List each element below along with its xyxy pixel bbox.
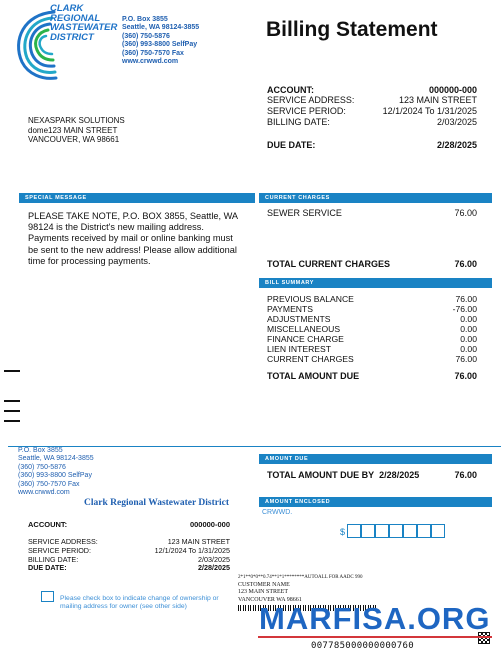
contact-fax: (360) 750-7570 Fax — [122, 49, 184, 57]
mailing-city: VANCOUVER WA 98661 — [238, 596, 302, 603]
account-value: 000000-000 — [428, 85, 477, 95]
contact-phone: (360) 750-5876 — [122, 32, 170, 40]
stub-info-label: BILLING DATE: — [28, 554, 79, 564]
customer-name: NEXASPARK SOLUTIONS — [28, 116, 125, 125]
amount-enclosed-digit[interactable] — [375, 524, 389, 538]
ownership-change-text: Please check box to indicate change of ownership or mailing address for owner (see other side) — [60, 595, 219, 610]
summary-finance-charge — [267, 334, 477, 344]
amount-enclosed-digit[interactable] — [403, 524, 417, 538]
stub-account-label: ACCOUNT: — [28, 520, 68, 529]
fold-mark — [4, 420, 20, 422]
summary-label: PAYMENTS — [267, 304, 313, 314]
summary-value: -76.00 — [452, 304, 477, 314]
service-period-label: SERVICE PERIOD: — [267, 106, 346, 116]
stub-total-due-label: TOTAL AMOUNT DUE BY — [267, 470, 375, 480]
charge-label: SEWER SERVICE — [267, 208, 342, 218]
charge-value: 76.00 — [454, 208, 477, 218]
stub-contact-block — [18, 447, 94, 497]
contact-po-box: P.O. Box 3855 — [122, 16, 168, 23]
current-charges-header: CURRENT CHARGES — [259, 193, 492, 203]
amount-enclosed-digit[interactable] — [361, 524, 375, 538]
amount-enclosed-digit[interactable] — [347, 524, 361, 538]
summary-value: 0.00 — [460, 334, 477, 344]
service-address-label: SERVICE ADDRESS: — [267, 95, 355, 105]
bill-summary-header: BILL SUMMARY — [259, 278, 492, 288]
stub-total-due-row — [267, 470, 477, 481]
summary-current-charges — [267, 354, 477, 364]
account-row — [267, 85, 477, 95]
summary-label: LIEN INTEREST — [267, 344, 331, 354]
scanline: 007785000000000760 — [311, 641, 414, 651]
amount-enclosed-header: AMOUNT ENCLOSED — [259, 497, 492, 507]
service-address-row — [267, 95, 477, 105]
summary-previous-balance — [267, 294, 477, 304]
total-current-charges-value: 76.00 — [454, 259, 477, 269]
customer-address — [28, 116, 125, 145]
amount-enclosed-digit[interactable] — [431, 524, 445, 538]
special-message-header: SPECIAL MESSAGE — [19, 193, 255, 203]
enclosed-payee: CRWWD. — [262, 509, 293, 516]
summary-value: 0.00 — [460, 324, 477, 334]
stub-account-row — [28, 520, 230, 530]
contact-selfpay: (360) 993-8800 SelfPay — [122, 41, 198, 49]
special-message-text: PLEASE TAKE NOTE, P.O. BOX 3855, Seattle, WA 98124 is the District's new mailing address. Payments received by mail or online banking must be sent to the new address! Please allow additional time for processing payments. — [28, 211, 238, 266]
page-title: Billing Statement — [266, 18, 438, 41]
stub-contact-website: www.crwwd.com — [18, 489, 70, 497]
dollar-sign-icon: $ — [340, 527, 346, 537]
total-current-charges-label: TOTAL CURRENT CHARGES — [267, 259, 391, 269]
logo-line-1: CLARK — [50, 3, 84, 14]
billing-date-value: 2/03/2025 — [436, 117, 477, 127]
district-logo — [10, 4, 122, 84]
contact-website: www.crwwd.com — [122, 58, 179, 66]
stub-info-value: 123 MAIN STREET — [167, 537, 230, 546]
summary-label: PREVIOUS BALANCE — [267, 294, 354, 304]
logo-line-2: REGIONAL — [50, 12, 101, 24]
total-amount-due-row — [267, 371, 477, 381]
mailing-street: 123 MAIN STREET — [238, 589, 288, 595]
service-period-value: 12/1/2024 To 1/31/2025 — [382, 106, 477, 116]
summary-label: ADJUSTMENTS — [267, 314, 331, 324]
account-label: ACCOUNT: — [267, 85, 314, 95]
top-contact-block — [122, 16, 199, 66]
summary-value: 76.00 — [455, 294, 477, 304]
stub-contact-fax: (360) 750-7570 Fax — [18, 480, 80, 488]
mailing-code: 2*1**0*0**0.74**1*1********AUTOALL FOR AADC 990 — [238, 575, 363, 580]
summary-value: 0.00 — [460, 314, 477, 324]
stub-info-label: SERVICE PERIOD: — [28, 545, 91, 555]
summary-label: MISCELLANEOUS — [267, 324, 341, 334]
total-current-charges-row — [267, 259, 477, 269]
stub-info-value: 2/28/2025 — [198, 563, 230, 573]
customer-street: dome123 MAIN STREET — [28, 125, 118, 135]
amount-enclosed-digit[interactable] — [417, 524, 431, 538]
total-amount-due-value: 76.00 — [454, 371, 477, 381]
watermark: MARFISA.ORG — [259, 601, 491, 636]
stub-info-value: 12/1/2024 To 1/31/2025 — [154, 545, 230, 555]
mailing-block — [238, 574, 362, 604]
bill-summary-list — [267, 294, 477, 364]
stub-total-due-date: 2/28/2025 — [379, 470, 420, 480]
amount-enclosed-digit[interactable] — [389, 524, 403, 538]
stub-contact-phone: (360) 750-5876 — [18, 463, 66, 471]
mailing-name: CUSTOMER NAME — [238, 581, 290, 588]
stub-info-label: SERVICE ADDRESS: — [28, 537, 98, 546]
customer-city: VANCOUVER, WA 98661 — [28, 135, 120, 144]
service-period-row — [267, 106, 477, 116]
logo-line-3: WASTEWATER — [50, 22, 118, 33]
billing-date-label: BILLING DATE: — [267, 117, 330, 127]
fold-mark — [4, 400, 20, 402]
watermark-underline — [258, 636, 492, 638]
total-amount-due-label: TOTAL AMOUNT DUE — [267, 371, 360, 381]
due-date-label: DUE DATE: — [267, 140, 316, 150]
amount-due-header: AMOUNT DUE — [259, 454, 492, 464]
stub-contact-city: Seattle, WA 98124-3855 — [18, 455, 94, 463]
service-address-value: 123 MAIN STREET — [398, 95, 477, 105]
stub-contact-po-box: P.O. Box 3855 — [18, 447, 63, 454]
stub-total-due-value: 76.00 — [454, 470, 477, 480]
due-date-value: 2/28/2025 — [436, 140, 477, 150]
ownership-change-checkbox[interactable] — [41, 591, 54, 602]
summary-value: 0.00 — [460, 344, 477, 354]
billing-date-row — [267, 117, 477, 127]
stub-account-value: 000000-000 — [189, 520, 230, 529]
sewer-service-row — [267, 208, 477, 218]
fold-mark — [4, 370, 20, 372]
fold-mark — [4, 410, 20, 412]
summary-value: 76.00 — [455, 354, 477, 364]
summary-lien-interest — [267, 344, 477, 354]
stub-district-name: Clark Regional Wastewater District — [84, 498, 230, 508]
summary-adjustments — [267, 314, 477, 324]
summary-label: CURRENT CHARGES — [267, 354, 354, 364]
due-date-row — [267, 140, 477, 150]
stub-info-value: 2/03/2025 — [198, 554, 230, 564]
stub-info-list — [28, 538, 230, 573]
summary-payments — [267, 304, 477, 314]
stub-info-label: DUE DATE: — [28, 563, 67, 573]
summary-label: FINANCE CHARGE — [267, 334, 344, 344]
logo-line-4: DISTRICT — [50, 31, 94, 43]
summary-miscellaneous — [267, 324, 477, 334]
contact-city: Seattle, WA 98124-3855 — [122, 24, 200, 32]
stub-due-date — [28, 564, 230, 573]
stub-contact-selfpay: (360) 993-8800 SelfPay — [18, 472, 92, 480]
